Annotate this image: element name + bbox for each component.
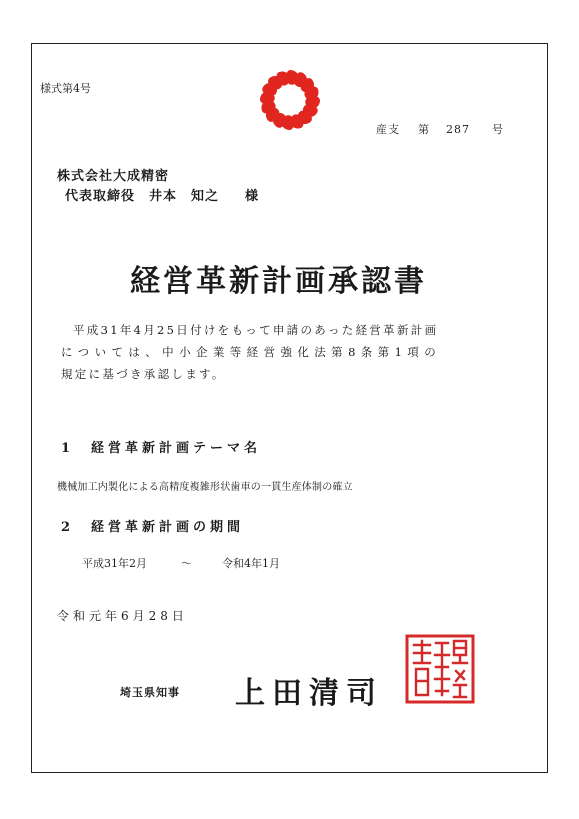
plan-theme: 機械加工内製化による高精度複雑形状歯車の一貫生産体制の確立 [57,482,353,493]
doc-prefix: 産支 [376,123,400,136]
governor-title: 埼玉県知事 [120,686,180,699]
governor-seal-icon [404,633,476,705]
honorific: 様 [245,189,260,204]
body-text [61,319,523,385]
representative-title-name: 代表取締役 井本 知之 [65,189,220,204]
doc-dai: 第 [418,123,430,136]
issue-date: 令和元年6月28日 [57,609,188,623]
doc-go: 号 [492,123,504,136]
body-line: 規定に基づき承認します。 [61,367,226,381]
document-title: 経営革新計画承認書 [130,264,427,299]
document-number [376,121,504,137]
section-2-heading: 2 経営革新計画の期間 [61,520,245,535]
prefecture-emblem-icon [250,60,330,140]
governor-name: 上田清司 [235,676,383,711]
recipient-company: 株式会社大成精密 [57,169,170,184]
period-end: 令和4年1月 [222,557,280,570]
section-1-heading: 1 経営革新計画テーマ名 [61,441,262,456]
period-start: 平成31年2月 [82,557,147,570]
form-number: 様式第4号 [40,82,91,95]
recipient-representative [65,185,259,204]
doc-number-value: 287 [446,123,470,136]
body-line: 平成31年4月25日付けをもって申請のあった経営革新計画 [73,323,439,337]
period-separator: ～ [181,557,192,570]
body-line: については、中小企業等経営強化法第8条第1項の [61,345,442,359]
plan-period [82,555,280,571]
